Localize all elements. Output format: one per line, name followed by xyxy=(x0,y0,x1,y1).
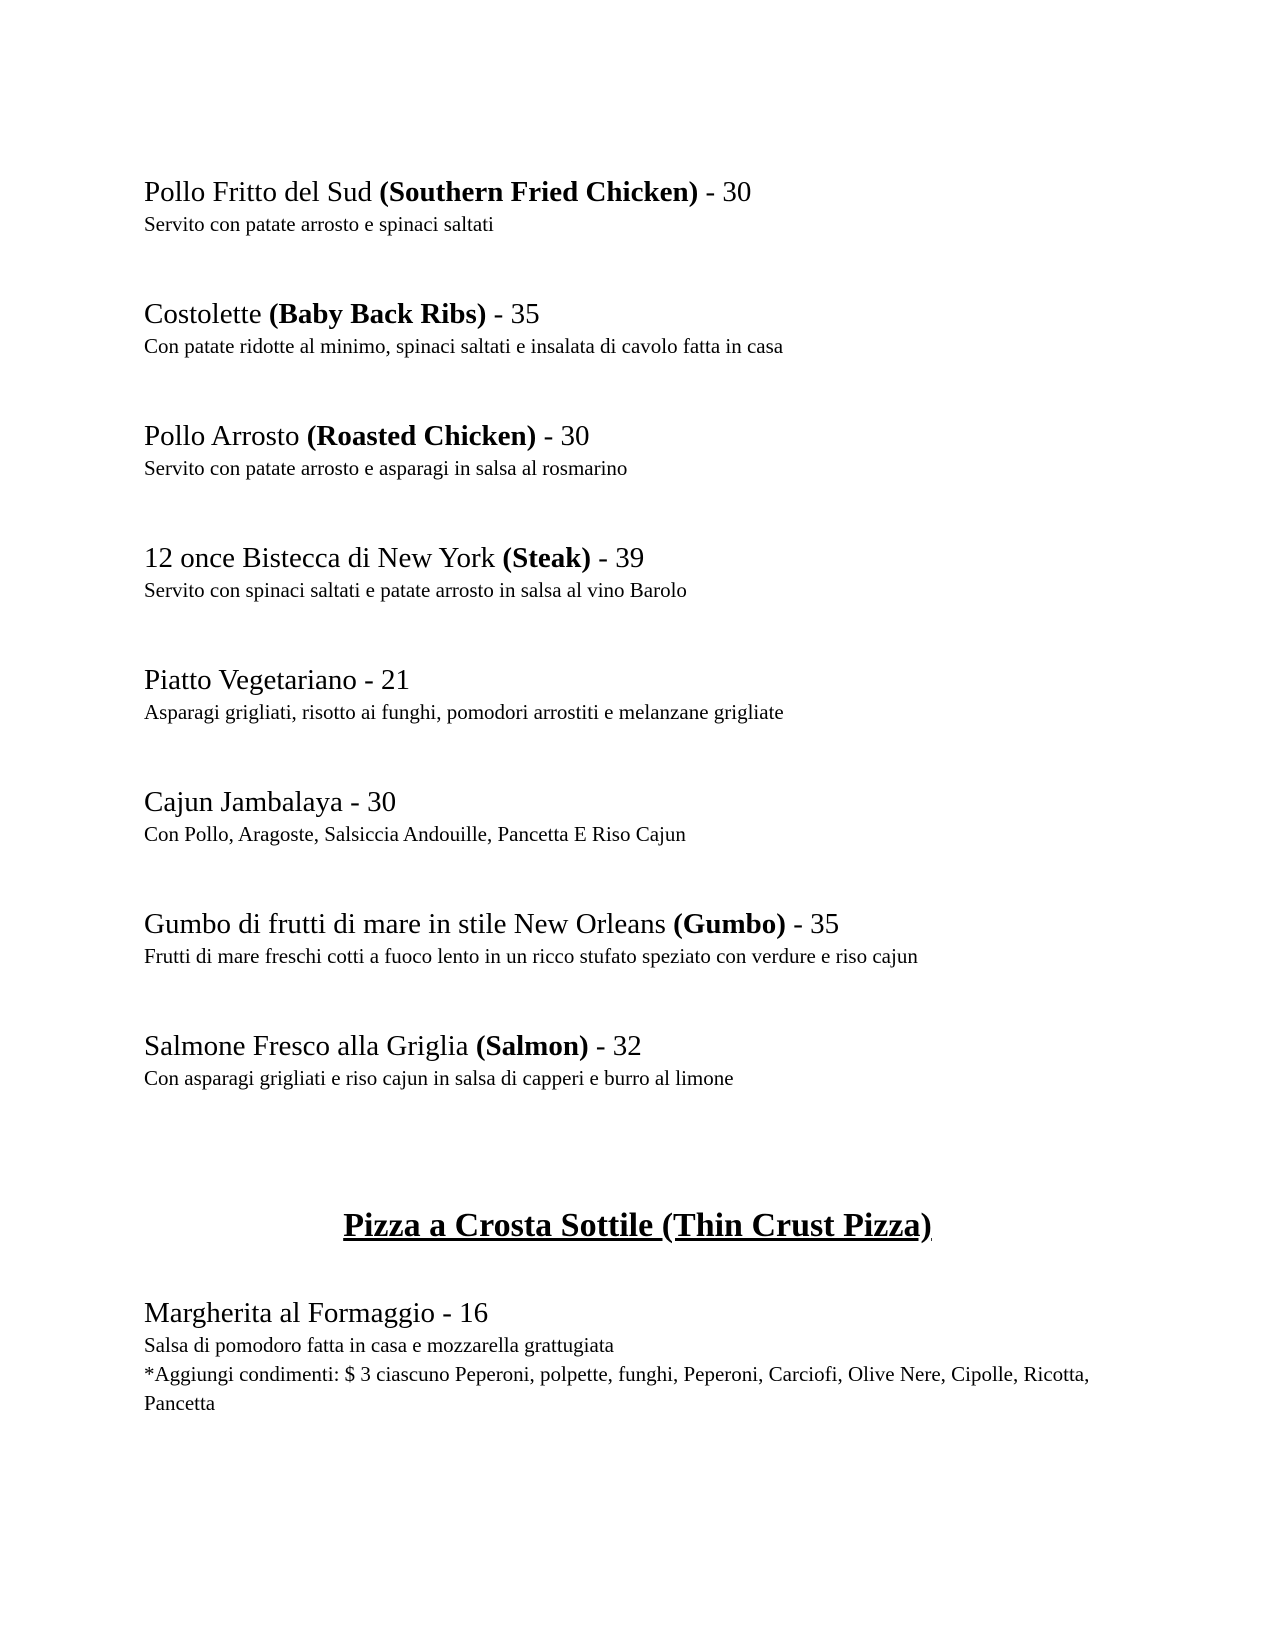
item-price: - 32 xyxy=(588,1030,642,1062)
menu-item-title xyxy=(144,419,1131,454)
menu-item-title xyxy=(144,541,1131,576)
menu-item-title xyxy=(144,785,1131,820)
menu-item-title xyxy=(144,1296,1131,1331)
entree-list xyxy=(144,175,1131,1093)
pizza-list xyxy=(144,1296,1131,1418)
item-price: - 30 xyxy=(342,786,397,818)
item-name: Margherita al Formaggio xyxy=(144,1297,436,1329)
item-price: - 30 xyxy=(536,420,590,452)
item-translation: (Roasted Chicken) xyxy=(306,420,537,452)
menu-item-title xyxy=(144,663,1131,698)
item-name: Costolette xyxy=(144,298,269,330)
item-price: - 39 xyxy=(591,542,645,574)
item-description-line: *Aggiungi condimenti: $ 3 ciascuno Peperoni, polpette, funghi, Peperoni, Carciofi, Olive Nere, Cipolle, Ricotta, xyxy=(144,1362,1090,1386)
menu-item xyxy=(144,1029,1131,1093)
menu-item-title xyxy=(144,297,1131,332)
item-price: - 35 xyxy=(785,908,840,940)
item-name: Cajun Jambalaya xyxy=(144,786,343,818)
menu-item-description xyxy=(144,454,1131,483)
item-description-line: Frutti di mare freschi cotti a fuoco lento in un ricco stufato speziato con verdure e riso cajun xyxy=(144,944,918,968)
item-translation: (Baby Back Ribs) xyxy=(268,298,487,330)
item-name: Piatto Vegetariano xyxy=(144,664,357,696)
menu-item-description xyxy=(144,210,1131,239)
menu-item xyxy=(144,907,1131,971)
menu-item-title xyxy=(144,907,1131,942)
item-description-line: Servito con patate arrosto e asparagi in salsa al rosmarino xyxy=(144,456,628,480)
menu-item xyxy=(144,1296,1131,1418)
menu-item-description xyxy=(144,576,1131,605)
item-price: - 16 xyxy=(435,1297,489,1329)
item-price: - 21 xyxy=(356,664,411,696)
item-price: - 30 xyxy=(698,176,752,208)
pizza-section-heading: Pizza a Crosta Sottile (Thin Crust Pizza) xyxy=(343,1207,932,1244)
item-translation: (Steak) xyxy=(502,542,592,574)
menu-item-description xyxy=(144,1064,1131,1093)
item-translation: (Gumbo) xyxy=(673,908,786,940)
item-name: Pollo Fritto del Sud xyxy=(144,176,380,208)
menu-item-title xyxy=(144,175,1131,210)
item-name: Pollo Arrosto xyxy=(144,420,307,452)
menu-item xyxy=(144,419,1131,483)
item-description-line: Con Pollo, Aragoste, Salsiccia Andouille, Pancetta E Riso Cajun xyxy=(144,822,686,846)
item-description-line: Con asparagi grigliati e riso cajun in salsa di capperi e burro al limone xyxy=(144,1066,734,1090)
menu-item xyxy=(144,297,1131,361)
item-description-line: Servito con patate arrosto e spinaci saltati xyxy=(144,212,494,236)
item-name: Gumbo di frutti di mare in stile New Orleans xyxy=(144,908,674,940)
menu-item xyxy=(144,175,1131,239)
item-translation: (Salmon) xyxy=(475,1030,589,1062)
menu-item xyxy=(144,541,1131,605)
item-name: 12 once Bistecca di New York xyxy=(144,542,503,574)
menu-item-title xyxy=(144,1029,1131,1064)
menu-item xyxy=(144,663,1131,727)
item-translation: (Southern Fried Chicken) xyxy=(379,176,699,208)
item-description-line: Servito con spinaci saltati e patate arrosto in salsa al vino Barolo xyxy=(144,578,687,602)
item-price: - 35 xyxy=(486,298,540,330)
menu-item-description xyxy=(144,698,1131,727)
item-name: Salmone Fresco alla Griglia xyxy=(144,1030,476,1062)
menu-item-description xyxy=(144,820,1131,849)
item-description-line: Asparagi grigliati, risotto ai funghi, pomodori arrostiti e melanzane grigliate xyxy=(144,700,784,724)
item-description-line: Salsa di pomodoro fatta in casa e mozzarella grattugiata xyxy=(144,1333,614,1357)
item-description-line: Con patate ridotte al minimo, spinaci saltati e insalata di cavolo fatta in casa xyxy=(144,334,784,358)
item-description-line: Pancetta xyxy=(144,1391,216,1415)
menu-item-description xyxy=(144,1331,1131,1418)
menu-item-description xyxy=(144,332,1131,361)
menu-item xyxy=(144,785,1131,849)
menu-item-description xyxy=(144,942,1131,971)
